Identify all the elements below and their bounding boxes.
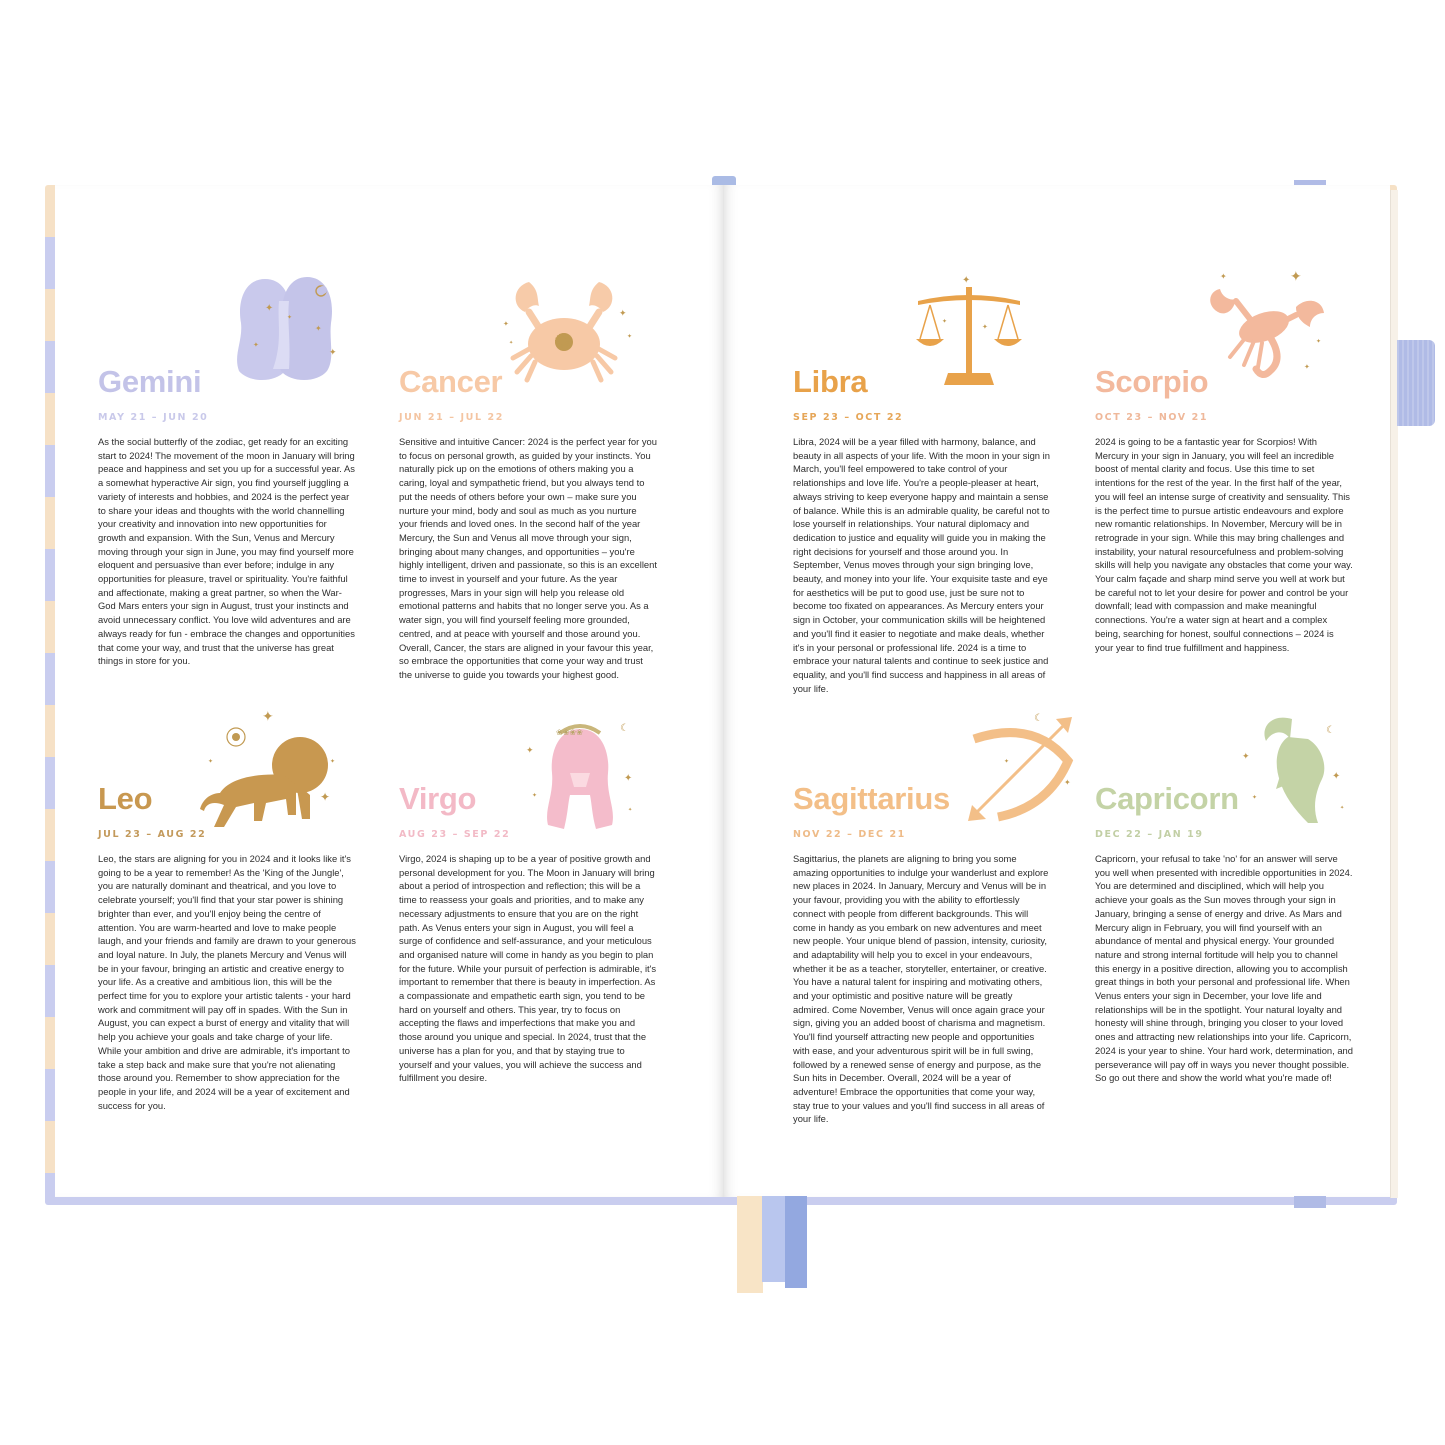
gemini-twins-icon — [225, 271, 375, 389]
sign-dates-capricorn: DEC 22 – JAN 19 — [1095, 829, 1204, 840]
svg-text:✦: ✦ — [619, 309, 627, 319]
sign-description-capricorn: Capricorn, your refusal to take 'no' for an answer will serve you well when presented with incredible opportunities in 2024. You are determined and disciplined, which will help you achieve your goals as the Sun moves through your sign in January, bringing a sense of energy and drive. As Mars and Mercury align in February, you will find yourself with an abundance of mental and physical energy. Your grounded nature and strong internal fortitude will help you to channel this energy in a positive direction, allowing you to accomplish great things in both your personal and professional life. When Venus enters your sign in December, your love life and relationships will be in the spotlight. Your natural loyalty and honesty will shine through, bringing you closer to your loved ones and attracting new relationships into your life. Capricorn, 2024 is your year to shine. Your hard work, determination, and perseverance will pay off in ways you never thought possible. So go out there and show the world what you're made of! — [1095, 853, 1353, 1084]
svg-text:✦: ✦ — [1004, 758, 1010, 765]
sign-dates-cancer: JUN 21 – JUL 22 — [399, 412, 504, 423]
elastic-band-closure — [1397, 340, 1435, 426]
bookmark-ribbon-blue[interactable] — [785, 1196, 807, 1288]
sign-dates-virgo: AUG 23 – SEP 22 — [399, 829, 511, 840]
svg-text:✦: ✦ — [982, 323, 988, 331]
sign-dates-gemini: MAY 21 – JUN 20 — [98, 412, 209, 423]
svg-text:✦: ✦ — [208, 758, 214, 765]
sign-description-leo: Leo, the stars are aligning for you in 2024 and it looks like it's going to be a year to remember! As the 'King of the Jungle', you are naturally dominant and theatrical, and you love to celebrate yourself; you'll find that your star power is shining brighter than ever, and you'll enjoy being the centre of attention. You are warm-hearted and love to make people laugh, and your friends and family are drawn to your generous and loyal nature. In July, the planets Mercury and Venus will be in your favour, bringing an artistic and creative energy to your life. As a creative and ambitious lion, this will be the perfect time for you to explore your artistic talents - your hard work and commitment will pay off in spades. With the Sun in August, you can expect a burst of energy and vitality that will help you achieve your goals and take charge of your life. While your ambition and drive are admirable, it's important to take a step back and make sure that you're not alienating those around you. Remember to show appreciation for the people in your life, and 2024 will be a year of excitement and success for you. — [98, 853, 356, 1111]
svg-text:✦: ✦ — [320, 790, 331, 804]
sagittarius-bow-arrow-icon — [964, 709, 1084, 829]
left-page — [55, 185, 724, 1197]
sign-dates-libra: SEP 23 – OCT 22 — [793, 412, 904, 423]
sign-title-libra: Libra — [793, 364, 868, 399]
sign-description-libra: Libra, 2024 will be a year filled with harmony, balance, and beauty in all aspects of your life. With the moon in your sign in March, you'll feel empowered to take control of your relationships and love life. You're a people-pleaser at heart, always striving to keep everyone happy and maintain a sense of balance. While this is an admirable quality, be careful not to lose yourself in relationships. Your natural diplomacy and dedication to justice and equality will guide you in making the right decisions for yourself and those around you. In September, Venus moves through your sign bringing love, beauty, and money into your life. Your exquisite taste and eye for aesthetics will be put to good use, just be sure not to become too fixated on appearances. As Mercury enters your sign in October, your communication skills will be heightened and you'll find it easier to negotiate and make deals, whether it's in your personal or professional life. 2024 is a time to embrace your natural talents and continue to seek justice and equality, and you'll find success and happiness in all areas of your life. — [793, 436, 1050, 694]
sign-description-cancer: Sensitive and intuitive Cancer: 2024 is the perfect year for you to focus on personal growth, as guided by your instincts. You naturally pick up on the emotions of others making you a caring, loyal and sympathetic friend, but you always tend to put the needs of others before your own – make sure you nurture your mind, body and soul as much as you nurture your friends and loved ones. In the second half of the year Mercury, the Sun and Venus all move through your sign, bringing about many changes, and opportunities – you're highly intelligent, driven and passionate, so this is an excellent time to invest in yourself and your future. As the year progresses, Mars in your sign will help you release old emotional patterns and habits that no longer serve you. As a water sign, you will find yourself feeling more grounded, centred, and at peace with yourself and those around you. Overall, Cancer, the stars are aligned in your favour this year, so embrace the opportunities that come your way and trust the universe to guide you towards your highest good. — [399, 436, 657, 680]
leo-lion-icon — [200, 703, 345, 833]
sign-dates-leo: JUL 23 – AUG 22 — [98, 829, 207, 840]
bookmark-ribbon-lilac[interactable] — [762, 1196, 786, 1282]
svg-text:✦: ✦ — [1064, 778, 1071, 787]
libra-scales-icon — [912, 273, 1027, 389]
svg-text:✦: ✦ — [253, 341, 259, 349]
svg-text:✦: ✦ — [1252, 794, 1258, 801]
svg-text:✦: ✦ — [262, 709, 274, 725]
sign-description-sagittarius: Sagittarius, the planets are aligning to bring you some amazing opportunities to indulge your wanderlust and explore new places in 2024. In January, Mercury and Venus will be in your favour, providing you with the ability to effortlessly connect with people from different backgrounds. This will come in handy as you embark on new adventures and meet new people. Your unique blend of passion, intensity, curiosity, and adaptability will help you to excel in your endeavours, whether it be as a teacher, storyteller, entertainer, or creative. You have a natural talent for inspiring and motivating others, and your optimistic and positive nature will be greatly admired. Come November, Venus will once again grace your sign, giving you an added boost of charisma and magnetism. You'll find yourself attracting new people and opportunities with ease, and your adventurous spirit will be in full swing, followed by a renewed sense of energy and purpose, as the Sun hits in December. Overall, 2024 will be a year of adventure! Embrace the opportunities that come your way, stay true to your values and you'll find success in all areas of your life. — [793, 853, 1049, 1125]
svg-text:✦: ✦ — [315, 324, 322, 333]
sign-dates-scorpio: OCT 23 – NOV 21 — [1095, 412, 1209, 423]
svg-text:✦: ✦ — [330, 758, 336, 765]
svg-text:✦: ✦ — [503, 320, 509, 328]
svg-text:✦: ✦ — [624, 773, 633, 784]
sign-dates-sagittarius: NOV 22 – DEC 21 — [793, 829, 906, 840]
svg-text:❀❀❀❀: ❀❀❀❀ — [556, 728, 583, 737]
svg-text:✦: ✦ — [1242, 752, 1250, 762]
scorpio-scorpion-icon — [1200, 267, 1340, 392]
svg-text:☾: ☾ — [1034, 713, 1043, 724]
sign-title-sagittarius: Sagittarius — [793, 781, 950, 816]
svg-text:✦: ✦ — [329, 348, 337, 358]
svg-text:✦: ✦ — [532, 792, 538, 799]
cancer-crab-icon — [499, 276, 649, 388]
svg-text:✦: ✦ — [287, 314, 293, 321]
svg-text:✦: ✦ — [509, 340, 514, 346]
svg-text:✦: ✦ — [265, 303, 274, 314]
svg-text:✦: ✦ — [1220, 272, 1227, 281]
sign-description-scorpio: 2024 is going to be a fantastic year for Scorpios! With Mercury in your sign in January, you will feel an incredible boost of mental clarity and focus. Use this time to set intentions for the rest of the year. In the first half of the year, you will feel an intense surge of creativity and sensuality. This is the perfect time to pursue artistic endeavours and explore new romantic relationships. In November, Mercury will be in retrograde in your sign. While this may bring challenges and instability, your natural resourcefulness and problem-solving skills will help you navigate any obstacles that come your way. Your calm façade and sharp mind serve you well at work but be careful not to let your desire for power and control be your downfall; lead with compassion and make meaningful connections. You're a water sign at heart and a complex being, searching for honest, soulful connections – 2024 is your year to find true fulfillment and happiness. — [1095, 436, 1353, 653]
sign-description-virgo: Virgo, 2024 is shaping up to be a year of positive growth and personal development for you. The Moon in January will bring about a period of introspection and reflection; this will be a time to reassess your goals and priorities, and to make any necessary adjustments to ensure that you are on the right path. As Venus enters your sign in August, you will feel a surge of confidence and self-assurance, and your meticulous and organised nature will come in handy as you begin to plan for the future. While your pursuit of perfection is admirable, it's important to remember that there is beauty in imperfection. As a compassionate and empathetic earth sign, you tend to be hard on yourself and others. This year, try to focus on accepting the flaws and imperfections that make you and those around you unique and special. In 2024, trust that the universe has a plan for you, and that by staying true to yourself and your values, you will achieve the success and fulfillment you desire. — [399, 853, 657, 1084]
sign-title-virgo: Virgo — [399, 781, 477, 816]
svg-text:✦: ✦ — [627, 333, 633, 340]
virgo-maiden-icon — [520, 713, 645, 833]
svg-text:✦: ✦ — [526, 746, 534, 756]
sign-title-gemini: Gemini — [98, 364, 202, 399]
svg-text:✦: ✦ — [1316, 338, 1322, 345]
sign-title-cancer: Cancer — [399, 364, 503, 399]
svg-text:☾: ☾ — [1326, 725, 1335, 736]
bookmark-ribbon-cream[interactable] — [737, 1196, 763, 1293]
sign-title-capricorn: Capricorn — [1095, 781, 1239, 816]
sign-description-gemini: As the social butterfly of the zodiac, get ready for an exciting start to 2024! The movement of the moon in January will bring peace and happiness and set you up for a successful year. As a somewhat hyperactive Air sign, you find yourself juggling a variety of interests and hobbies, and 2024 is the perfect year to share your ideas and thoughts with the world channelling your creativity and innovation into new opportunities for growth and expansion. With the Sun, Venus and Mercury moving through your sign in June, you may find yourself more eloquent and persuasive than ever before; indulge in any opportunities for pleasure, travel or spirituality. You're faithful and affectionate, making a great partner, so when the War-God Mars enters your sign in August, trust your instincts and avoid unnecessary conflict. You love wild adventures and are always ready for fun - embrace the changes and opportunities that come your way, and trust that the universe has great things in store for you. — [98, 436, 355, 667]
elastic-band-bottom — [1294, 1196, 1326, 1208]
sign-title-scorpio: Scorpio — [1095, 364, 1209, 399]
right-page — [724, 185, 1390, 1197]
svg-text:✦: ✦ — [1332, 771, 1341, 782]
svg-text:✺: ✺ — [554, 329, 571, 353]
sign-title-leo: Leo — [98, 781, 153, 816]
svg-text:✦: ✦ — [1304, 363, 1310, 371]
svg-text:✦: ✦ — [942, 318, 948, 325]
capricorn-goat-icon — [1232, 709, 1357, 829]
svg-text:✦: ✦ — [962, 275, 971, 286]
svg-text:✦: ✦ — [628, 807, 633, 813]
svg-text:☾: ☾ — [620, 723, 629, 734]
svg-text:✦: ✦ — [1290, 269, 1302, 285]
svg-text:✦: ✦ — [1340, 805, 1345, 811]
